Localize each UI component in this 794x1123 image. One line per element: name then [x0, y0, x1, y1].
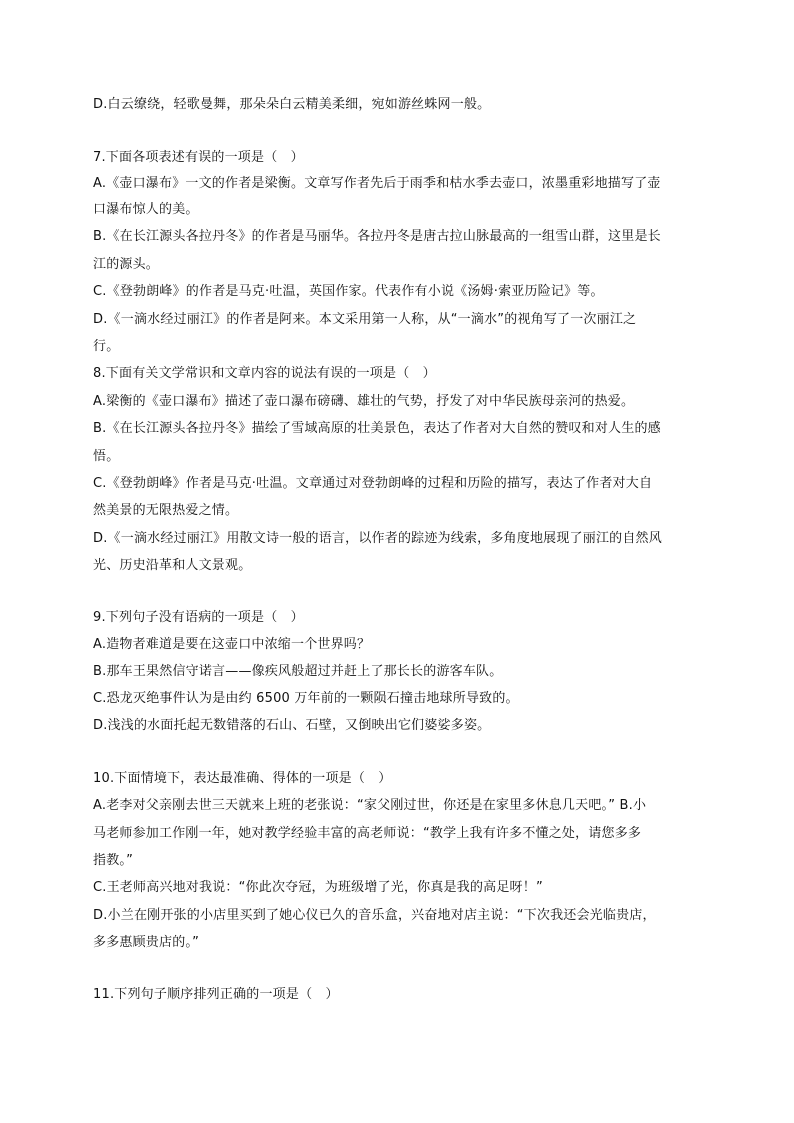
q8-stem: 8.下面有关文学常识和文章内容的说法有误的一项是（ ）	[93, 366, 436, 381]
q10-option-d-line2: 多多惠顾贵店的。”	[93, 935, 200, 950]
q11-stem: 11.下列句子顺序排列正确的一项是（ ）	[93, 987, 339, 1002]
q9-option-b: B.那车王果然信守诺言——像疾风般超过并赶上了那长长的游客车队。	[93, 664, 503, 679]
q9-stem: 9.下列句子没有语病的一项是（ ）	[93, 610, 304, 625]
q8-option-a: A.梁衡的《壶口瀑布》描述了壶口瀑布磅礴、雄壮的气势，抒发了对中华民族母亲河的热爱。	[93, 394, 635, 409]
q8-option-d-line1: D.《一滴水经过丽江》用散文诗一般的语言，以作者的踪迹为线索，多角度地展现了丽江的自然风	[93, 531, 662, 546]
q9-option-a: A.造物者难道是要在这壶口中浓缩一个世界吗？	[93, 637, 371, 652]
q8-option-d-line2: 光、历史沿革和人文景观。	[93, 558, 252, 573]
q10-option-b-line2: 指教。”	[93, 853, 134, 868]
q8-option-c-line1: C.《登勃朗峰》作者是马克·吐温。文章通过对登勃朗峰的过程和历险的描写，表达了作者对大自	[93, 476, 653, 491]
q8-option-c-line2: 然美景的无限热爱之情。	[93, 503, 239, 518]
q7-stem: 7.下面各项表述有误的一项是（ ）	[93, 150, 304, 165]
q10-stem: 10.下面情境下，表达最准确、得体的一项是（ ）	[93, 771, 392, 786]
q6-option-d: D.白云缭绕，轻歌曼舞，那朵朵白云精美柔细，宛如游丝蛛网一般。	[93, 97, 491, 112]
q9-option-c: C.恐龙灭绝事件认为是由约 6500 万年前的一颗陨石撞击地球所导致的。	[93, 691, 519, 706]
q7-option-d-line1: D.《一滴水经过丽江》的作者是阿来。本文采用第一人称，从“一滴水”的视角写了一次丽江之	[93, 312, 637, 327]
q10-option-d-line1: D.小兰在刚开张的小店里买到了她心仪已久的音乐盒，兴奋地对店主说：“下次我还会光临贵店，	[93, 908, 656, 923]
q8-option-b-line2: 悟。	[93, 449, 120, 464]
q10-option-c: C.王老师高兴地对我说：“你此次夺冠，为班级增了光，你真是我的高足呀！”	[93, 880, 543, 895]
q10-option-b-line1: 马老师参加工作刚一年，她对教学经验丰富的高老师说：“教学上我有许多不懂之处，请您多多	[93, 826, 642, 841]
q7-option-b-line2: 江的源头。	[93, 257, 160, 272]
q7-option-a-line2: 口瀑布惊人的美。	[93, 202, 199, 217]
q9-option-d: D.浅浅的水面托起无数错落的石山、石壁，又倒映出它们婆娑多姿。	[93, 718, 491, 733]
q10-option-a: A.老李对父亲刚去世三天就来上班的老张说：“家父刚过世，你还是在家里多休息几天吧。” B.小	[93, 798, 647, 813]
q7-option-b-line1: B.《在长江源头各拉丹冬》的作者是马丽华。各拉丹冬是唐古拉山脉最高的一组雪山群，这里是长	[93, 229, 661, 244]
q7-option-d-line2: 行。	[93, 339, 120, 354]
q7-option-a-line1: A.《壶口瀑布》一文的作者是梁衡。文章写作者先后于雨季和枯水季去壶口，浓墨重彩地描写了壶	[93, 176, 661, 191]
q7-option-c: C.《登勃朗峰》的作者是马克·吐温，英国作家。代表作有小说《汤姆·索亚历险记》等。	[93, 284, 604, 299]
q8-option-b-line1: B.《在长江源头各拉丹冬》描绘了雪域高原的壮美景色，表达了作者对大自然的赞叹和对人生的感	[93, 421, 661, 436]
